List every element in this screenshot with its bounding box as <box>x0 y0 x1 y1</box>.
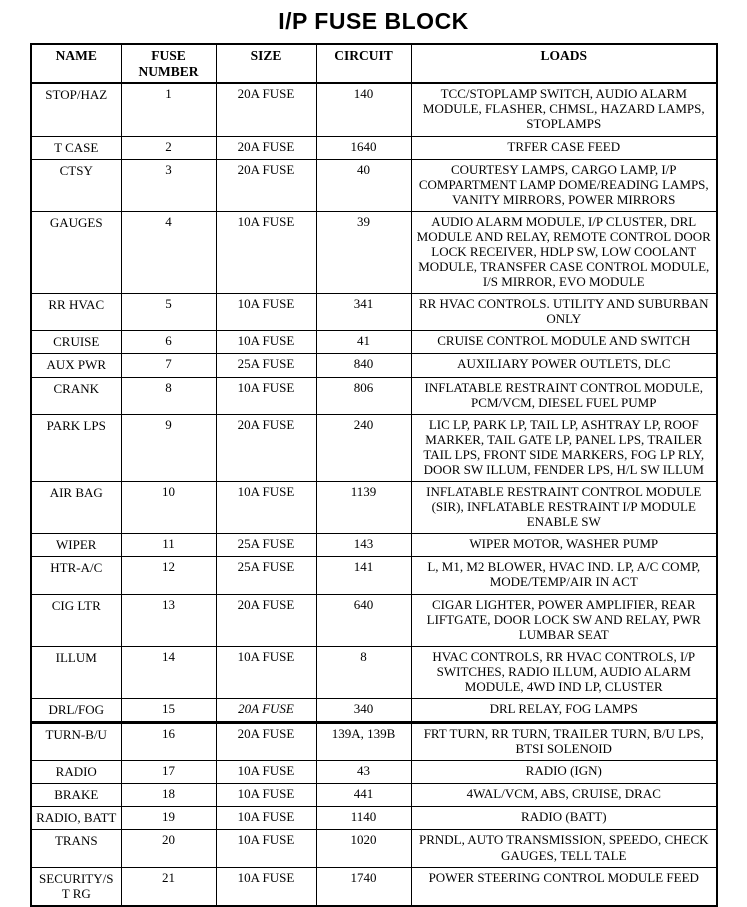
cell-fuse-number: 2 <box>121 136 216 159</box>
cell-loads: COURTESY LAMPS, CARGO LAMP, I/P COMPARTMENT LAMP DOME/READING LAMPS, VANITY MIRRORS, POWER MIRRORS <box>411 159 717 211</box>
cell-loads: AUDIO ALARM MODULE, I/P CLUSTER, DRL MODULE AND RELAY, REMOTE CONTROL DOOR LOCK RECEIVER, HDLP SW, LOW COOLANT MODULE, TRANSFER CASE CONTROL MODULE, I/S MIRROR, EVO MODULE <box>411 211 717 293</box>
cell-name: STOP/HAZ <box>31 83 121 136</box>
cell-name: GAUGES <box>31 211 121 293</box>
cell-fuse-number: 17 <box>121 761 216 784</box>
cell-circuit: 41 <box>316 331 411 354</box>
cell-name: PARK LPS <box>31 414 121 481</box>
cell-loads: TCC/STOPLAMP SWITCH, AUDIO ALARM MODULE, FLASHER, CHMSL, HAZARD LAMPS, STOPLAMPS <box>411 83 717 136</box>
cell-circuit: 340 <box>316 698 411 722</box>
cell-loads: FRT TURN, RR TURN, TRAILER TURN, B/U LPS, BTSI SOLENOID <box>411 723 717 761</box>
header-circuit: CIRCUIT <box>316 44 411 83</box>
cell-size: 10A FUSE <box>216 211 316 293</box>
cell-name: CIG LTR <box>31 594 121 646</box>
cell-size: 10A FUSE <box>216 377 316 414</box>
cell-size: 20A FUSE <box>216 594 316 646</box>
cell-circuit: 40 <box>316 159 411 211</box>
cell-circuit: 1140 <box>316 807 411 830</box>
cell-fuse-number: 12 <box>121 557 216 594</box>
table-row <box>31 294 717 331</box>
header-size: SIZE <box>216 44 316 83</box>
cell-fuse-number: 8 <box>121 377 216 414</box>
table-row <box>31 784 717 807</box>
cell-size: 10A FUSE <box>216 761 316 784</box>
table-row <box>31 354 717 377</box>
cell-circuit: 441 <box>316 784 411 807</box>
table-row <box>31 136 717 159</box>
cell-name: AUX PWR <box>31 354 121 377</box>
cell-loads: AUXILIARY POWER OUTLETS, DLC <box>411 354 717 377</box>
cell-loads: RADIO (IGN) <box>411 761 717 784</box>
cell-size: 25A FUSE <box>216 534 316 557</box>
cell-name: RR HVAC <box>31 294 121 331</box>
cell-loads: CRUISE CONTROL MODULE AND SWITCH <box>411 331 717 354</box>
cell-size: 10A FUSE <box>216 294 316 331</box>
cell-circuit: 1740 <box>316 867 411 906</box>
table-row <box>31 867 717 906</box>
cell-fuse-number: 6 <box>121 331 216 354</box>
cell-name: RADIO <box>31 761 121 784</box>
cell-name: DRL/FOG <box>31 698 121 722</box>
cell-loads: RR HVAC CONTROLS. UTILITY AND SUBURBAN ONLY <box>411 294 717 331</box>
cell-fuse-number: 18 <box>121 784 216 807</box>
table-row <box>31 414 717 481</box>
cell-circuit: 1139 <box>316 482 411 534</box>
cell-loads: DRL RELAY, FOG LAMPS <box>411 698 717 722</box>
cell-size: 10A FUSE <box>216 830 316 867</box>
cell-circuit: 140 <box>316 83 411 136</box>
cell-name: AIR BAG <box>31 482 121 534</box>
cell-circuit: 840 <box>316 354 411 377</box>
cell-size: 10A FUSE <box>216 482 316 534</box>
cell-fuse-number: 1 <box>121 83 216 136</box>
cell-size: 20A FUSE <box>216 414 316 481</box>
cell-loads: LIC LP, PARK LP, TAIL LP, ASHTRAY LP, ROOF MARKER, TAIL GATE LP, PANEL LPS, TRAILER TAIL LPS, FRONT SIDE MARKERS, FOG LP RLY, DOOR SW ILLUM, FENDER LPS, H/L SW ILLUM <box>411 414 717 481</box>
header-name: NAME <box>31 44 121 83</box>
cell-size: 25A FUSE <box>216 557 316 594</box>
cell-name: BRAKE <box>31 784 121 807</box>
header-loads: LOADS <box>411 44 717 83</box>
fuse-table <box>30 43 718 907</box>
cell-circuit: 640 <box>316 594 411 646</box>
table-row <box>31 331 717 354</box>
cell-name: HTR-A/C <box>31 557 121 594</box>
header-row <box>31 44 717 83</box>
table-row <box>31 594 717 646</box>
cell-loads: INFLATABLE RESTRAINT CONTROL MODULE (SIR), INFLATABLE RESTRAINT I/P MODULE ENABLE SW <box>411 482 717 534</box>
cell-name: ILLUM <box>31 646 121 698</box>
cell-fuse-number: 5 <box>121 294 216 331</box>
cell-fuse-number: 19 <box>121 807 216 830</box>
table-row <box>31 646 717 698</box>
cell-name: TRANS <box>31 830 121 867</box>
cell-loads: L, M1, M2 BLOWER, HVAC IND. LP, A/C COMP, MODE/TEMP/AIR IN ACT <box>411 557 717 594</box>
cell-fuse-number: 15 <box>121 698 216 722</box>
cell-circuit: 1020 <box>316 830 411 867</box>
cell-name: RADIO, BATT <box>31 807 121 830</box>
cell-circuit: 240 <box>316 414 411 481</box>
table-row <box>31 830 717 867</box>
cell-loads: PRNDL, AUTO TRANSMISSION, SPEEDO, CHECK GAUGES, TELL TALE <box>411 830 717 867</box>
cell-circuit: 141 <box>316 557 411 594</box>
cell-name: T CASE <box>31 136 121 159</box>
cell-name: CRUISE <box>31 331 121 354</box>
cell-loads: HVAC CONTROLS, RR HVAC CONTROLS, I/P SWITCHES, RADIO ILLUM, AUDIO ALARM MODULE, 4WD IND LP, CLUSTER <box>411 646 717 698</box>
cell-size: 20A FUSE <box>216 723 316 761</box>
cell-fuse-number: 20 <box>121 830 216 867</box>
cell-circuit: 143 <box>316 534 411 557</box>
fuse-table-header <box>31 44 717 83</box>
cell-fuse-number: 13 <box>121 594 216 646</box>
cell-size: 10A FUSE <box>216 331 316 354</box>
table-row <box>31 761 717 784</box>
cell-circuit: 39 <box>316 211 411 293</box>
table-row <box>31 534 717 557</box>
cell-size: 10A FUSE <box>216 784 316 807</box>
table-row <box>31 482 717 534</box>
cell-fuse-number: 11 <box>121 534 216 557</box>
cell-fuse-number: 9 <box>121 414 216 481</box>
cell-size: 20A FUSE <box>216 159 316 211</box>
cell-loads: INFLATABLE RESTRAINT CONTROL MODULE, PCM/VCM, DIESEL FUEL PUMP <box>411 377 717 414</box>
cell-name: TURN-B/U <box>31 723 121 761</box>
cell-circuit: 8 <box>316 646 411 698</box>
cell-size: 10A FUSE <box>216 646 316 698</box>
cell-fuse-number: 3 <box>121 159 216 211</box>
table-row <box>31 211 717 293</box>
cell-size: 20A FUSE <box>216 136 316 159</box>
cell-size: 20A FUSE <box>216 83 316 136</box>
cell-loads: 4WAL/VCM, ABS, CRUISE, DRAC <box>411 784 717 807</box>
cell-fuse-number: 16 <box>121 723 216 761</box>
cell-name: CRANK <box>31 377 121 414</box>
cell-circuit: 1640 <box>316 136 411 159</box>
cell-fuse-number: 7 <box>121 354 216 377</box>
cell-loads: CIGAR LIGHTER, POWER AMPLIFIER, REAR LIFTGATE, DOOR LOCK SW AND RELAY, PWR LUMBAR SEAT <box>411 594 717 646</box>
cell-loads: POWER STEERING CONTROL MODULE FEED <box>411 867 717 906</box>
cell-loads: WIPER MOTOR, WASHER PUMP <box>411 534 717 557</box>
cell-name: SECURITY/ST RG <box>31 867 121 906</box>
cell-fuse-number: 4 <box>121 211 216 293</box>
cell-circuit: 43 <box>316 761 411 784</box>
table-row <box>31 377 717 414</box>
cell-size: 10A FUSE <box>216 807 316 830</box>
cell-name: CTSY <box>31 159 121 211</box>
cell-fuse-number: 10 <box>121 482 216 534</box>
header-fuse-number: FUSE NUMBER <box>121 44 216 83</box>
table-row <box>31 557 717 594</box>
cell-size: 10A FUSE <box>216 867 316 906</box>
cell-circuit: 139A, 139B <box>316 723 411 761</box>
cell-circuit: 806 <box>316 377 411 414</box>
cell-fuse-number: 21 <box>121 867 216 906</box>
cell-loads: RADIO (BATT) <box>411 807 717 830</box>
table-row <box>31 723 717 761</box>
cell-size: 25A FUSE <box>216 354 316 377</box>
cell-size: 20A FUSE <box>216 698 316 722</box>
page-title: I/P FUSE BLOCK <box>278 8 469 34</box>
table-row <box>31 159 717 211</box>
cell-loads: TRFER CASE FEED <box>411 136 717 159</box>
cell-name: WIPER <box>31 534 121 557</box>
cell-circuit: 341 <box>316 294 411 331</box>
table-row <box>31 698 717 722</box>
cell-fuse-number: 14 <box>121 646 216 698</box>
fuse-table-body <box>31 83 717 905</box>
table-row <box>31 807 717 830</box>
table-row <box>31 83 717 136</box>
